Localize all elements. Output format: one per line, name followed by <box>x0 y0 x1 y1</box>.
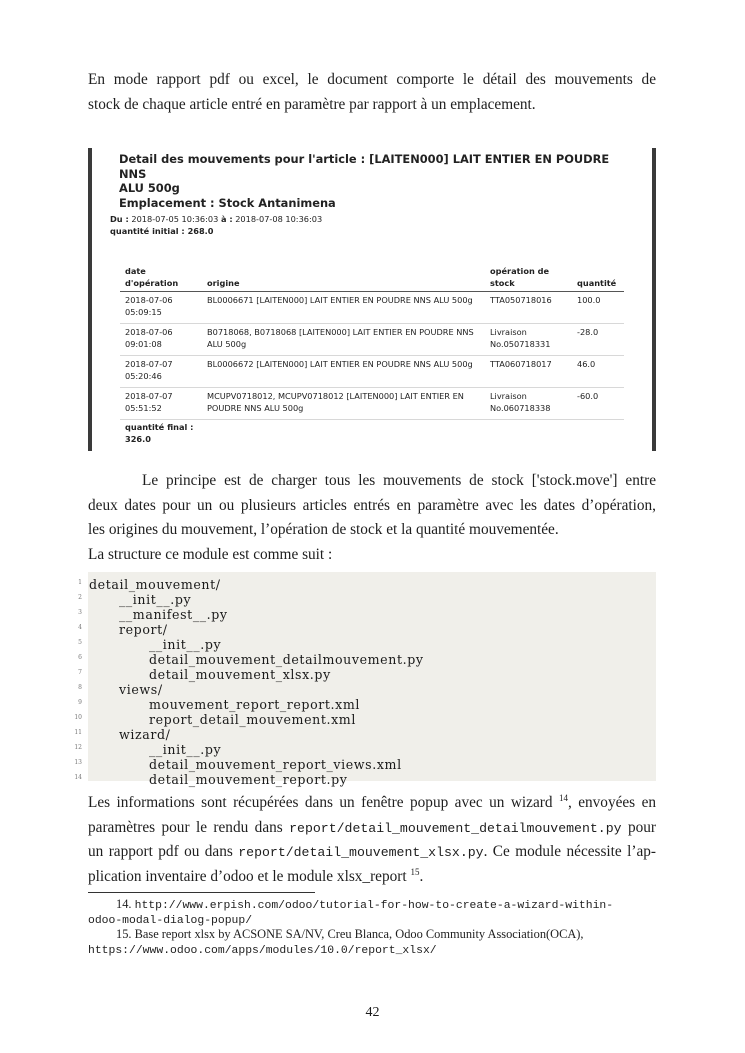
cell-text: No.050718331 <box>490 338 551 349</box>
final-value: 326.0 <box>125 434 151 444</box>
table-row <box>120 324 624 356</box>
report-title-line-1: Detail des mouvements pour l'article : [LAITEN000] LAIT ENTIER EN POUDRE NNS <box>119 152 610 181</box>
footnote-14-url[interactable]: http://www.erpish.com/odoo/tutorial-for-how-to-create-a-wizard-within- <box>134 900 614 912</box>
cell-text: 05:20:46 <box>125 370 162 381</box>
after-paragraph <box>88 791 656 889</box>
cell-text: No.060718338 <box>490 402 551 413</box>
cell-text: 2018-07-06 <box>125 327 173 337</box>
report-location: Emplacement : Stock Antanimena <box>119 195 336 210</box>
structure-intro: La structure ce module est comme suit : <box>88 545 333 563</box>
code-line-number: 7 <box>78 669 82 676</box>
code-line: detail_mouvement/ <box>89 577 221 592</box>
table-cell <box>125 391 205 414</box>
code-line: wizard/ <box>119 727 171 742</box>
report-final-qty <box>125 421 193 445</box>
footnote-15-line-2[interactable] <box>88 942 656 959</box>
code-ref-detailmouvement: report/detail_mouvement_detailmouvement.py <box>289 820 622 836</box>
cell-text: 09:01:08 <box>125 338 162 349</box>
code-line: detail_mouvement_xlsx.py <box>149 667 331 682</box>
cell-text: -60.0 <box>577 391 599 401</box>
code-line-number: 2 <box>78 594 82 601</box>
table-row <box>120 388 624 420</box>
final-label: quantité final : <box>125 422 194 432</box>
table-cell <box>490 295 575 307</box>
code-ref-xlsx: report/detail_mouvement_xlsx.py <box>238 845 484 860</box>
after-line-3: un rapport pdf ou dans report/detail_mouvement_xlsx.py. Ce module nécessite l’ap- <box>88 843 656 860</box>
a-value: 2018-07-08 10:36:03 <box>235 214 323 224</box>
code-line-number: 3 <box>78 609 82 616</box>
report-table <box>120 263 624 420</box>
code-line-number: 5 <box>78 639 82 646</box>
table-cell <box>490 359 575 371</box>
body-line-1: Le principe est de charger tous les mouvements de stock ['stock.move'] entre <box>142 472 656 489</box>
table-cell <box>207 327 487 350</box>
cell-text: 05:51:52 <box>125 402 162 413</box>
table-cell <box>577 295 624 307</box>
cell-text: 2018-07-06 <box>125 295 173 305</box>
body-line-3: les origines du mouvement, l’opération de stock et la quantité mouvementée. <box>88 521 559 538</box>
code-line-number: 14 <box>74 774 82 781</box>
header-op-2: stock <box>490 277 515 288</box>
table-cell <box>490 327 575 350</box>
code-line: detail_mouvement_detailmouvement.py <box>149 652 424 667</box>
code-line: views/ <box>119 682 163 697</box>
code-line-number: 1 <box>78 579 82 586</box>
table-cell <box>125 359 205 382</box>
code-line-number: 13 <box>74 759 82 766</box>
code-line: __init__.py <box>149 742 222 757</box>
header-date-1: date <box>125 266 146 276</box>
table-cell <box>490 391 575 414</box>
cell-text: 2018-07-07 <box>125 391 173 401</box>
initial-label: quantité initial : <box>110 226 185 236</box>
table-row <box>120 292 624 324</box>
report-title <box>119 152 639 210</box>
footnote-rule <box>88 892 315 893</box>
table-row <box>120 356 624 388</box>
report-preview <box>88 148 656 451</box>
body-line-2: deux dates pour un ou plusieurs articles entrés en paramètre avec les dates d’opération, <box>88 496 656 514</box>
du-value: 2018-07-05 10:36:03 <box>131 214 219 224</box>
footnote-ref-14[interactable]: 14 <box>558 792 568 803</box>
footnote-15-line-1: 15. Base report xlsx by ACSONE SA/NV, Creu Blanca, Odoo Community Association(OCA), <box>116 927 584 941</box>
du-label: Du : <box>110 214 129 224</box>
report-date-range <box>110 214 322 225</box>
cell-text: ALU 500g <box>207 338 247 349</box>
a-label: à : <box>220 214 233 224</box>
report-table-header <box>120 263 624 292</box>
header-op-1: opération de <box>490 266 550 276</box>
cell-text: 46.0 <box>577 359 596 369</box>
table-cell <box>207 359 487 371</box>
code-line-number: 6 <box>78 654 82 661</box>
body-paragraph <box>88 469 656 567</box>
cell-text: 2018-07-07 <box>125 359 173 369</box>
footnote-15-url[interactable]: https://www.odoo.com/apps/modules/10.0/report_xlsx/ <box>88 945 437 957</box>
code-line: __init__.py <box>149 637 222 652</box>
cell-text: B0718068, B0718068 [LAITEN000] LAIT ENTIER EN POUDRE NNS <box>207 327 474 337</box>
header-origine: origine <box>207 277 240 288</box>
footnote-14-line-2[interactable]: odoo-modal-dialog-popup/ <box>88 915 253 927</box>
cell-text: TTA050718016 <box>490 295 552 305</box>
code-line: mouvement_report_report.xml <box>149 697 361 712</box>
table-cell <box>125 295 205 318</box>
cell-text: MCUPV0718012, MCUPV0718012 [LAITEN000] LAIT ENTIER EN <box>207 391 464 401</box>
after-line-2: paramètres pour le rendu dans report/detail_mouvement_detailmouvement.py pour <box>88 818 656 836</box>
cell-text: -28.0 <box>577 327 599 337</box>
cell-text: BL0006671 [LAITEN000] LAIT ENTIER EN POUDRE NNS ALU 500g <box>207 295 473 305</box>
code-line-number: 10 <box>74 714 82 721</box>
after-line-4: plication inventaire d’odoo et le module xlsx_report $^{15}$. <box>88 866 424 885</box>
cell-text: Livraison <box>490 327 527 337</box>
code-line: detail_mouvement_report_views.xml <box>149 757 402 772</box>
header-qty: quantité <box>577 277 617 288</box>
header-date-2: d'opération <box>125 277 179 288</box>
cell-text: Livraison <box>490 391 527 401</box>
table-cell <box>207 391 487 414</box>
code-line: report_detail_mouvement.xml <box>149 712 356 727</box>
code-line: __manifest__.py <box>119 607 228 622</box>
intro-line-1: En mode rapport pdf ou excel, le document comporte le détail des mouvements de <box>88 71 656 88</box>
code-line-number: 12 <box>74 744 82 751</box>
cell-text: POUDRE NNS ALU 500g <box>207 402 304 413</box>
cell-text: TTA060718017 <box>490 359 552 369</box>
report-title-line-2: ALU 500g <box>119 181 180 195</box>
cell-text: 05:09:15 <box>125 306 162 317</box>
cell-text: 100.0 <box>577 295 601 305</box>
intro-paragraph <box>88 68 656 117</box>
footnote-14-line-1: 14. http://www.erpish.com/odoo/tutorial-for-how-to-create-a-wizard-within- <box>116 897 614 912</box>
code-line-number: 4 <box>78 624 82 631</box>
table-cell <box>207 295 487 307</box>
code-line-number: 8 <box>78 684 82 691</box>
report-rows <box>120 292 624 420</box>
table-cell <box>577 327 624 339</box>
report-initial-qty <box>110 226 213 237</box>
table-cell <box>577 391 624 403</box>
intro-line-2: stock de chaque article entré en paramètre par rapport à un emplacement. <box>88 95 536 113</box>
cell-text: BL0006672 [LAITEN000] LAIT ENTIER EN POUDRE NNS ALU 500g <box>207 359 473 369</box>
after-line-1: Les informations sont récupérées dans un fenêtre popup avec un wizard $^{14}$, envoyées en <box>88 792 656 811</box>
footnote-ref-15[interactable]: 15 <box>410 866 420 877</box>
code-line: detail_mouvement_report.py <box>149 772 348 787</box>
code-line: report/ <box>119 622 168 637</box>
page-number: 42 <box>365 1005 380 1020</box>
table-cell <box>577 359 624 371</box>
table-cell <box>125 327 205 350</box>
initial-value: 268.0 <box>187 226 214 236</box>
code-line: __init__.py <box>119 592 192 607</box>
code-line-number: 11 <box>74 729 82 736</box>
code-line-number: 9 <box>78 699 82 706</box>
